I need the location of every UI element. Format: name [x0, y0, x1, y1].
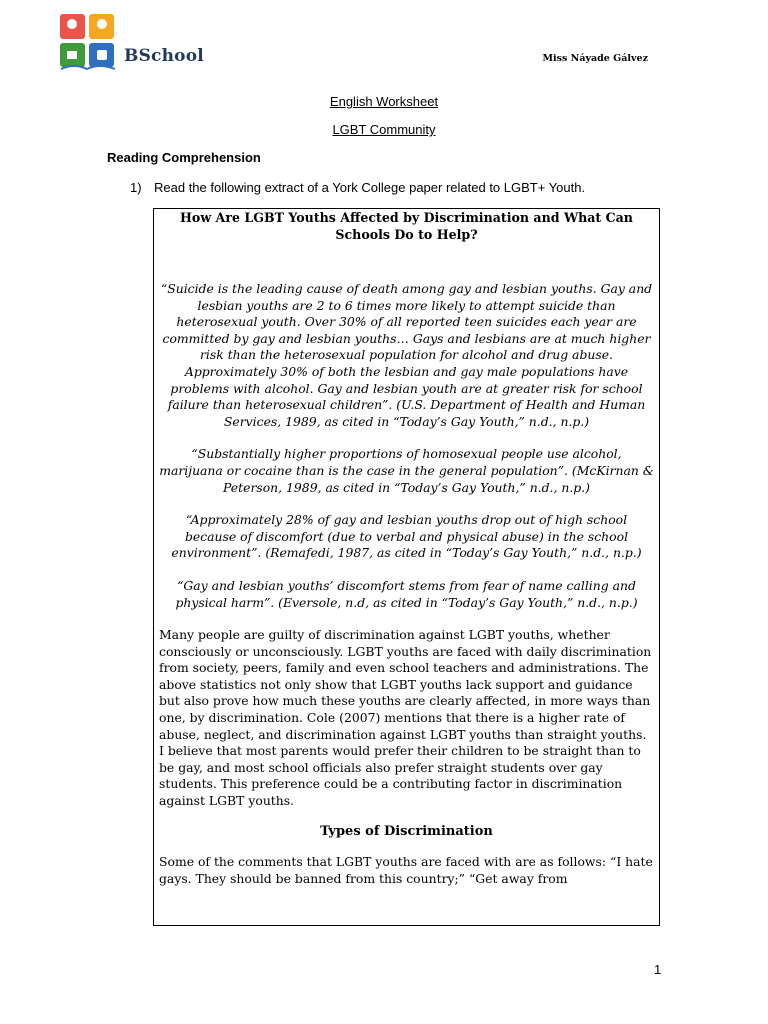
page-number: 1 [654, 962, 662, 977]
body-paragraph: Many people are guilty of discrimination against LGBT youths, whether consciously or unconsciously. LGBT youths are faced with daily discrimination from society, peers, family and even school teachers and administrations. The above statistics not only show that LGBT youths lack support and guidance but also prove how much these youths are clearly affected, in more ways than one, by discrimination. Cole (2007) mentions that there is a higher rate of abuse, neglect, and discrimination against LGBT youths than straight youths. I believe that most parents would prefer their children to be straight than to be gay, and most school officials also prefer straight students over gay students. This preference could be a contributing factor in discrimination against LGBT youths. [159, 627, 652, 809]
extract-title: How Are LGBT Youths Affected by Discrimination and What Can Schools Do to Help? [180, 210, 633, 242]
quote-4: “Gay and lesbian youths’ discomfort stems from fear of name calling and physical harm”. (Eversole, n.d, as cited in “Today’s Gay Youth,” n.d., n.p.) [175, 577, 638, 610]
question-text: Read the following extract of a York College paper related to LGBT+ Youth. [154, 180, 586, 195]
question-number: 1) [130, 180, 142, 195]
quote-1: “Suicide is the leading cause of death among gay and lesbian youths. Gay and lesbian youths are 2 to 6 times more likely to attempt suicide than heterosexual youth. Over 30% of all reported teen suicides each year are committed by gay and lesbian youths… Gays and lesbians are at much higher risk than the heterosexual population for alcohol and drug abuse. Approximately 30% of both the lesbian and gay male populations have problems with alcohol. Gay and lesbian youth are at greater risk for school failure than heterosexual children”. (U.S. Department of Health and Human Services, 1989, as cited in “Today’s Gay Youth,” n.d., n.p.) [160, 281, 653, 429]
question-1 [130, 180, 585, 195]
bschool-logo [59, 13, 117, 71]
body-paragraph-2: Some of the comments that LGBT youths are faced with are as follows: “I hate gays. They should be banned from this country;” “Get away from [159, 854, 653, 886]
subheading: Types of Discrimination [320, 823, 493, 839]
worksheet-subtitle: LGBT Community [332, 122, 436, 137]
quote-3: “Approximately 28% of gay and lesbian youths drop out of high school because of discomfort (due to verbal and physical abuse) in the school environment”. (Remafedi, 1987, as cited in “Today’s Gay Youth,” n.d., n.p.) [171, 512, 642, 561]
extract-box [153, 208, 660, 926]
section-heading: Reading Comprehension [107, 150, 261, 165]
teacher-name: Miss Náyade Gálvez [542, 53, 648, 64]
brand-name: BSchool [124, 46, 204, 66]
worksheet-title: English Worksheet [329, 94, 439, 109]
quote-2: “Substantially higher proportions of homosexual people use alcohol, marijuana or cocaine than is the case in the general population”. (McKirnan & Peterson, 1989, as cited in “Today’s Gay Youth,” n.d., n.p.) [159, 446, 654, 495]
